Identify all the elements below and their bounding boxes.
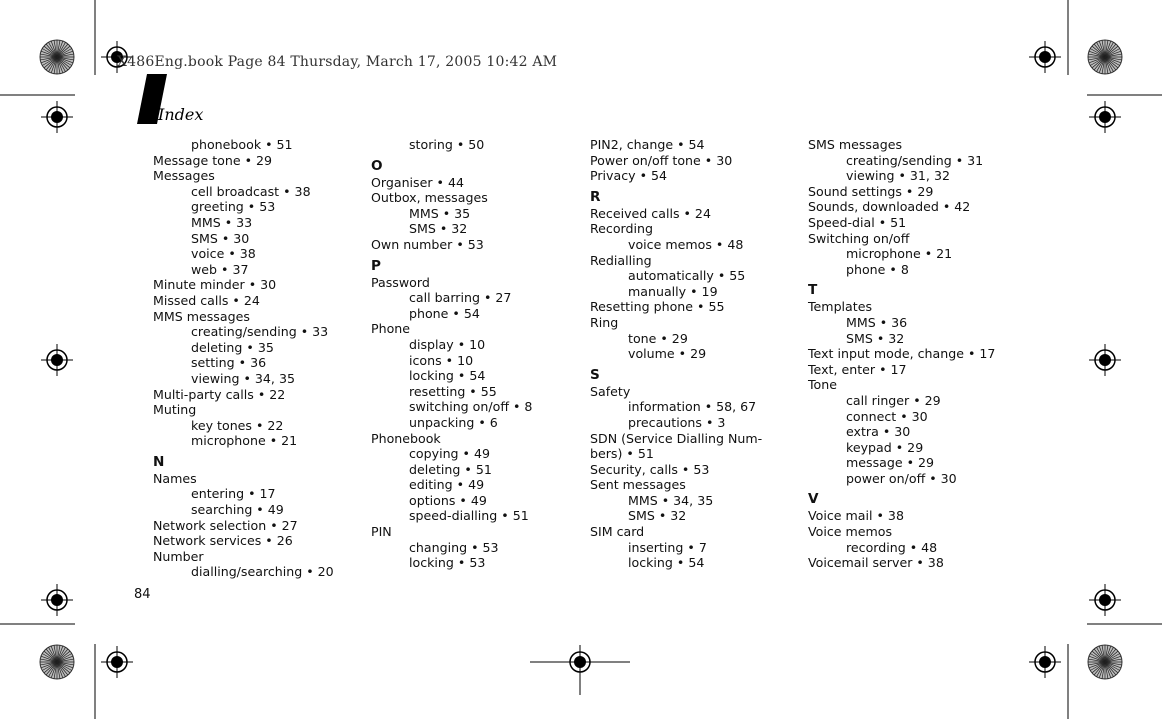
index-subentry: recording • 48 — [846, 539, 938, 555]
index-letter-heading: S — [590, 366, 600, 383]
index-subentry: resetting • 55 — [409, 383, 497, 399]
index-entry: Switching on/off — [808, 230, 910, 246]
index-subentry: options • 49 — [409, 492, 487, 508]
index-entry: Missed calls • 24 — [153, 292, 260, 308]
index-subentry: microphone • 21 — [191, 433, 298, 449]
index-entry: SIM card — [590, 524, 645, 540]
index-subentry: inserting • 7 — [628, 539, 707, 555]
index-subentry: display • 10 — [409, 336, 486, 352]
index-subentry: creating/sending • 33 — [191, 324, 329, 340]
index-letter-heading: V — [808, 491, 819, 508]
index-subentry: locking • 53 — [409, 555, 486, 571]
registration-starburst-icon — [1088, 645, 1122, 679]
index-subentry: setting • 36 — [191, 355, 267, 371]
index-column-4 — [808, 137, 1023, 571]
index-entry: Muting — [153, 402, 197, 418]
index-subentry: precautions • 3 — [628, 414, 726, 430]
index-subentry: dialling/searching • 20 — [191, 564, 334, 580]
index-subentry: microphone • 21 — [846, 246, 953, 262]
index-entry: Network selection • 27 — [153, 517, 298, 533]
index-entry: MMS messages — [153, 308, 250, 324]
index-subentry: information • 58, 67 — [628, 399, 757, 415]
index-entry: Outbox, messages — [371, 190, 488, 206]
index-entry: Minute minder • 30 — [153, 277, 277, 293]
index-letter-heading: O — [371, 157, 383, 174]
index-subentry: web • 37 — [191, 261, 249, 277]
registration-crosshair-icon — [1089, 584, 1121, 616]
registration-crosshair-icon — [1029, 41, 1061, 73]
index-subentry: call barring • 27 — [409, 290, 512, 306]
index-subentry: creating/sending • 31 — [846, 152, 984, 168]
index-subentry: SMS • 30 — [191, 230, 250, 246]
registration-crosshair-icon — [41, 101, 73, 133]
index-subentry: manually • 19 — [628, 283, 718, 299]
index-entry: Security, calls • 53 — [590, 461, 710, 477]
registration-starburst-icon — [1088, 40, 1122, 74]
index-subentry: tone • 29 — [628, 330, 688, 346]
index-letter-heading: R — [590, 188, 601, 205]
index-entry: Own number • 53 — [371, 236, 484, 252]
registration-starburst-icon — [40, 40, 74, 74]
index-entry: bers) • 51 — [590, 446, 654, 462]
index-subentry: key tones • 22 — [191, 417, 284, 433]
index-entry: Resetting phone • 55 — [590, 299, 725, 315]
index-letter-heading: P — [371, 257, 381, 274]
index-entry: Voice memos — [808, 524, 893, 540]
index-subentry: entering • 17 — [191, 486, 276, 502]
index-entry: Recording — [590, 221, 653, 237]
index-subentry: extra • 30 — [846, 424, 911, 440]
index-entry: Privacy • 54 — [590, 168, 668, 184]
index-entry: Names — [153, 470, 197, 486]
index-subentry: message • 29 — [846, 455, 935, 471]
page-number: 84 — [134, 587, 151, 602]
index-subentry: changing • 53 — [409, 539, 499, 555]
index-subentry: viewing • 34, 35 — [191, 370, 295, 386]
index-subentry: MMS • 36 — [846, 314, 908, 330]
index-entry: Phonebook — [371, 430, 441, 446]
index-letter-heading: T — [808, 282, 818, 299]
index-entry: Network services • 26 — [153, 533, 293, 549]
index-subentry: voice • 38 — [191, 246, 256, 262]
index-column-3 — [590, 137, 805, 571]
index-subentry: SMS • 32 — [409, 221, 468, 237]
index-subentry: MMS • 33 — [191, 214, 253, 230]
index-entry: Safety — [590, 383, 631, 399]
index-subentry: copying • 49 — [409, 446, 491, 462]
index-subentry: SMS • 32 — [846, 330, 905, 346]
index-subentry: editing • 49 — [409, 477, 485, 493]
index-subentry: phone • 54 — [409, 305, 480, 321]
index-entry: Sent messages — [590, 477, 686, 493]
index-entry: Redialling — [590, 252, 652, 268]
index-entry: Phone — [371, 321, 411, 337]
registration-crosshair-icon — [1089, 101, 1121, 133]
index-entry: Tone — [808, 377, 837, 393]
registration-crosshair-icon — [1029, 646, 1061, 678]
index-entry: Speed-dial • 51 — [808, 214, 907, 230]
index-entry: Sounds, downloaded • 42 — [808, 199, 971, 215]
index-entry: Power on/off tone • 30 — [590, 152, 733, 168]
index-subentry: greeting • 53 — [191, 199, 276, 215]
index-subentry: call ringer • 29 — [846, 392, 941, 408]
index-entry: Received calls • 24 — [590, 205, 711, 221]
index-entry: Sound settings • 29 — [808, 183, 934, 199]
index-entry: Text input mode, change • 17 — [808, 346, 996, 362]
book-header-line: X486Eng.book Page 84 Thursday, March 17, 2005 10:42 AM — [117, 54, 558, 70]
index-entry: PIN2, change • 54 — [590, 137, 705, 152]
index-entry: Messages — [153, 168, 215, 184]
index-subentry: icons • 10 — [409, 352, 474, 368]
index-subentry: storing • 50 — [409, 137, 485, 152]
index-subentry: unpacking • 6 — [409, 414, 498, 430]
index-subentry: locking • 54 — [628, 555, 705, 571]
index-subentry: phonebook • 51 — [191, 137, 293, 152]
index-entry: Ring — [590, 314, 619, 330]
index-entry: PIN — [371, 524, 392, 540]
registration-crosshair-icon — [564, 646, 596, 678]
index-column-1 — [153, 137, 368, 580]
index-subentry: MMS • 34, 35 — [628, 492, 714, 508]
index-letter-heading: N — [153, 453, 165, 470]
index-subentry: searching • 49 — [191, 502, 284, 518]
registration-crosshair-icon — [1089, 344, 1121, 376]
index-entry: Multi-party calls • 22 — [153, 386, 286, 402]
index-subentry: SMS • 32 — [628, 508, 687, 524]
index-subentry: phone • 8 — [846, 261, 909, 277]
index-subentry: volume • 29 — [628, 346, 707, 362]
index-entry: Organiser • 44 — [371, 174, 465, 190]
index-subentry: voice memos • 48 — [628, 236, 744, 252]
registration-crosshair-icon — [41, 344, 73, 376]
index-subentry: switching on/off • 8 — [409, 399, 533, 415]
registration-starburst-icon — [40, 645, 74, 679]
index-entry: Voice mail • 38 — [808, 508, 904, 524]
index-entry: SDN (Service Dialling Num- — [590, 430, 763, 446]
index-entry: Text, enter • 17 — [808, 361, 907, 377]
index-subentry: locking • 54 — [409, 368, 486, 384]
index-subentry: MMS • 35 — [409, 205, 471, 221]
index-entry: Number — [153, 548, 204, 564]
index-entry: Voicemail server • 38 — [808, 555, 944, 571]
index-entry: Templates — [808, 299, 873, 315]
registration-crosshair-icon — [41, 584, 73, 616]
index-subentry: deleting • 51 — [409, 461, 492, 477]
index-column-2 — [371, 137, 586, 571]
index-subentry: viewing • 31, 32 — [846, 168, 950, 184]
index-subentry: connect • 30 — [846, 408, 928, 424]
index-subentry: speed-dialling • 51 — [409, 508, 529, 524]
index-subentry: keypad • 29 — [846, 439, 924, 455]
index-subentry: automatically • 55 — [628, 268, 746, 284]
index-subentry: cell broadcast • 38 — [191, 183, 311, 199]
section-title: Index — [158, 105, 204, 124]
index-subentry: deleting • 35 — [191, 339, 274, 355]
registration-crosshair-icon — [101, 646, 133, 678]
index-entry: SMS messages — [808, 137, 903, 152]
index-entry: Message tone • 29 — [153, 152, 273, 168]
index-entry: Password — [371, 274, 430, 290]
index-subentry: power on/off • 30 — [846, 470, 957, 486]
